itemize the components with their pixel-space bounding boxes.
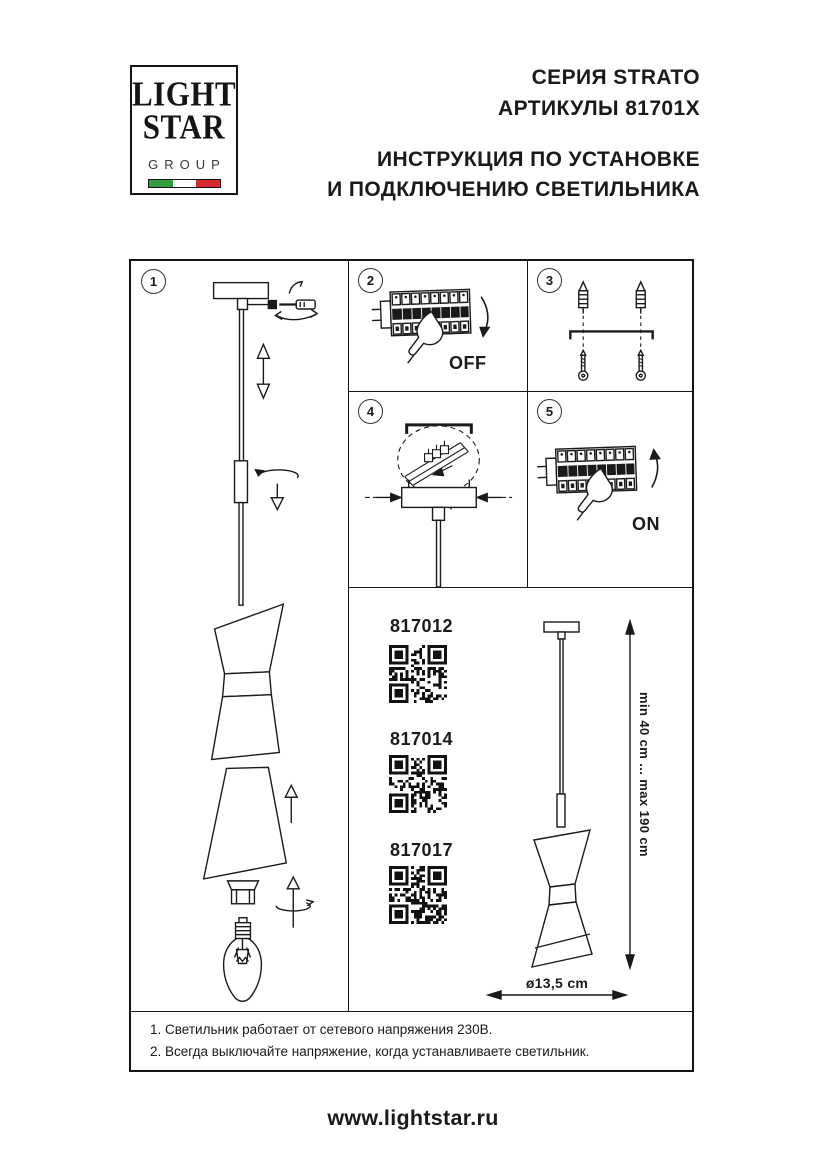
step-panel-3: [528, 261, 692, 392]
step-panel-2: [349, 261, 528, 392]
note-2: 2. Всегда выключайте напряжение, когда устанавливаете светильник.: [150, 1044, 590, 1059]
step-number-4: 4: [358, 399, 383, 424]
qr-code: [389, 645, 447, 703]
step-number-3: 3: [537, 268, 562, 293]
diameter-dimension: ø13,5 cm: [525, 975, 589, 991]
step-number-5: 5: [537, 399, 562, 424]
header: [327, 62, 700, 205]
logo-word-star: STAR: [142, 106, 226, 147]
step-panel-4: [349, 392, 528, 588]
series-title: СЕРИЯ STRATO: [531, 66, 700, 89]
instruction-title: ИНСТРУКЦИЯ ПО УСТАНОВКЕ И ПОДКЛЮЧЕНИЮ СВЕТИЛЬНИКА: [327, 148, 700, 201]
off-label: OFF: [449, 353, 487, 373]
lamp-exploded-illustration: [131, 261, 348, 1011]
italian-flag-stripe: [148, 179, 221, 188]
product-code: 817017: [390, 840, 454, 860]
lightstar-logo: [130, 65, 238, 195]
note-1: 1. Светильник работает от сетевого напряжения 230В.: [150, 1022, 493, 1037]
step-number-2: 2: [358, 268, 383, 293]
instruction-figure: [129, 259, 694, 1072]
height-range-dimension: min 40 cm ... max 190 cm: [637, 692, 652, 857]
logo-word-group: GROUP: [148, 157, 226, 172]
qr-code: [389, 866, 447, 924]
safety-notes: [131, 1011, 692, 1070]
product-code: 817014: [390, 729, 454, 749]
product-code: 817012: [390, 616, 454, 636]
step-panel-5: [528, 392, 692, 588]
website-url: www.lightstar.ru: [327, 1106, 499, 1130]
articles-line: АРТИКУЛЫ 81701X: [498, 97, 700, 120]
qr-code: [389, 755, 447, 813]
step-panel-1: [131, 261, 349, 1011]
products-panel: [349, 588, 692, 1011]
on-label: ON: [632, 514, 660, 534]
logo-word-light: LIGHT: [132, 73, 237, 114]
step-number-1: 1: [141, 269, 166, 294]
